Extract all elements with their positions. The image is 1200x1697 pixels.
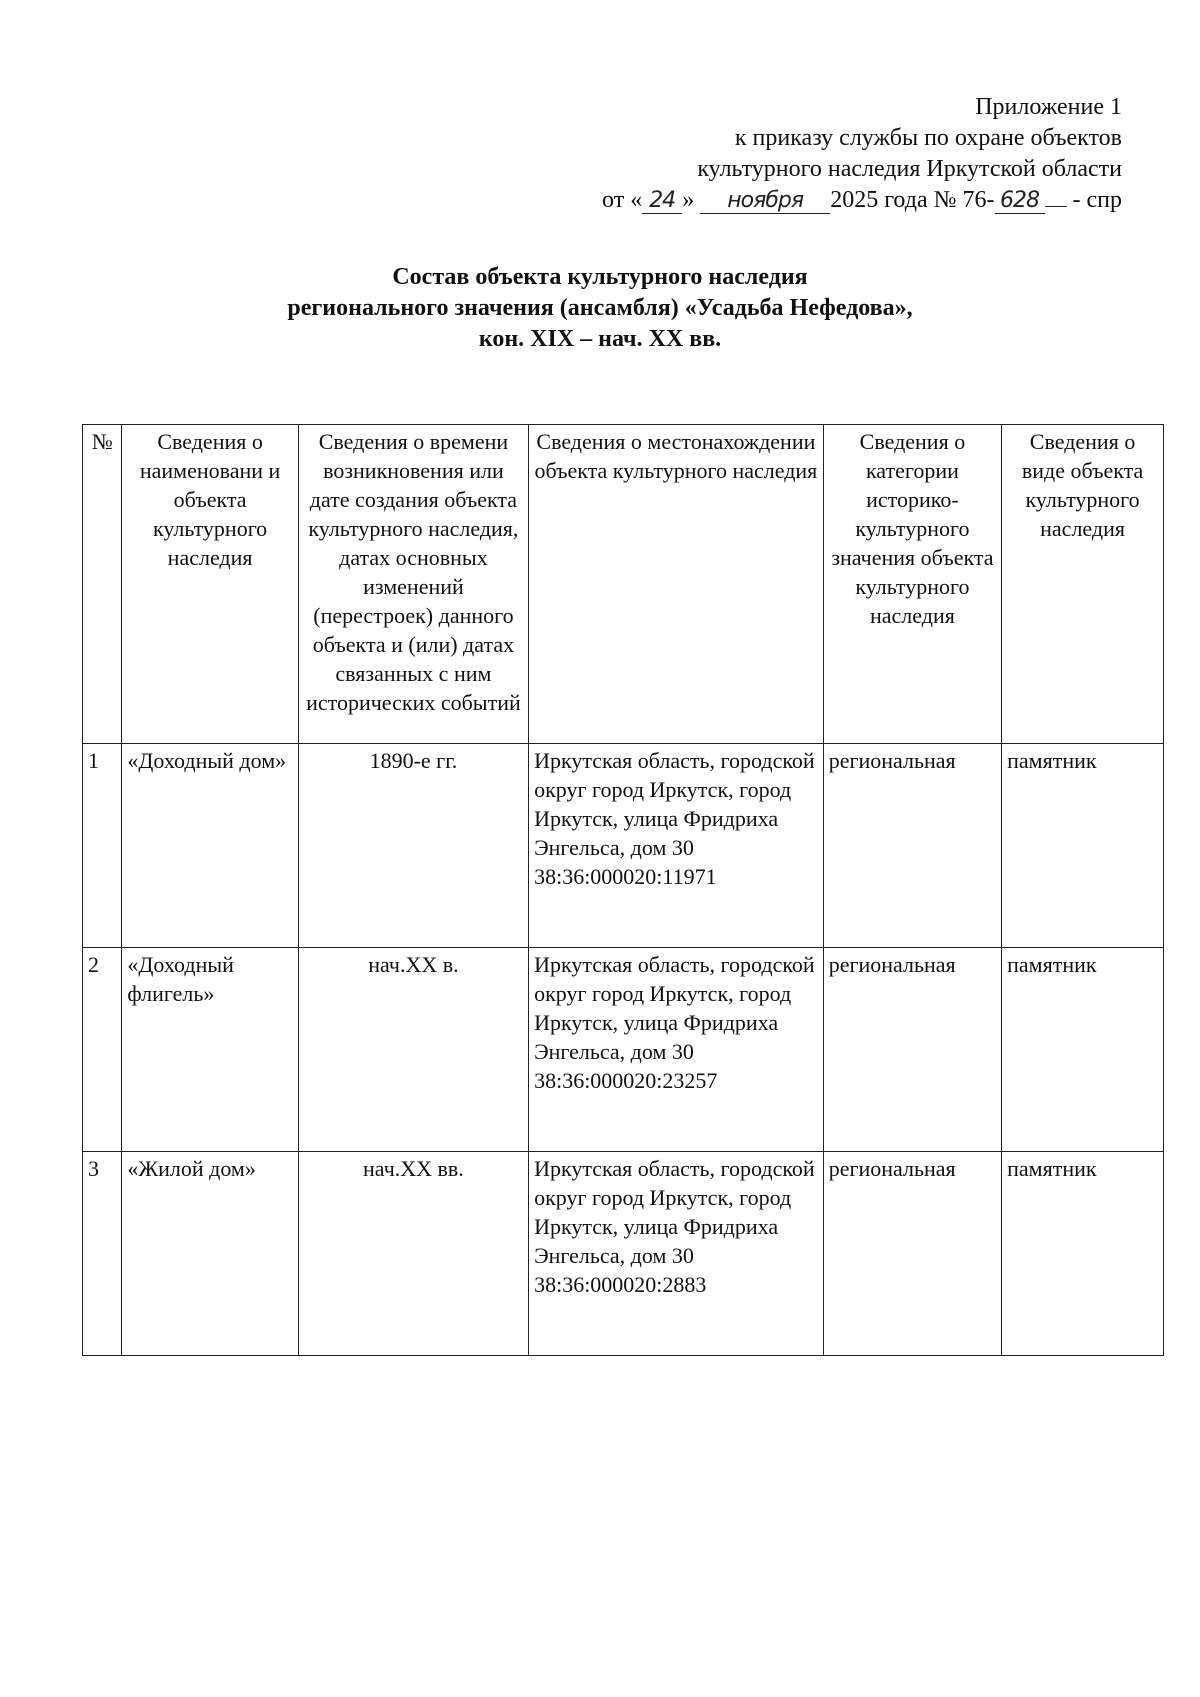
object-date: нач.XX в. [298, 948, 528, 1152]
header-location: Сведения о местонахождении объекта культурного наследия [529, 425, 824, 744]
header-date: Сведения о времени возникновения или дате создания объекта культурного наследия, датах основных изменений (перестроек) данного объекта и (или) датах связанных с ним исторических событий [298, 425, 528, 744]
header-name: Сведения о наименовани и объекта культурного наследия [122, 425, 298, 744]
object-name: «Доходный дом» [122, 744, 298, 948]
document-title [0, 262, 1200, 355]
composition-table [82, 424, 1164, 1356]
object-location [529, 1152, 824, 1356]
cadastral-number: 38:36:000020:11971 [534, 864, 717, 889]
appendix-block [602, 92, 1122, 216]
title-line-1: Состав объекта культурного наследия [392, 264, 808, 290]
object-location [529, 948, 824, 1152]
row-number: 1 [83, 744, 122, 948]
table-row [83, 1152, 1164, 1356]
object-date: 1890-е гг. [298, 744, 528, 948]
object-kind: памятник [1002, 948, 1164, 1152]
handwritten-month: ноября [700, 189, 830, 214]
object-date: нач.XX вв. [298, 1152, 528, 1356]
title-line-3: кон. XIX – нач. XX вв. [478, 326, 722, 352]
appendix-title: Приложение 1 [975, 94, 1122, 120]
location-address: Иркутская область, городской округ город Иркутск, город Иркутск, улица Фридриха Энгельса, дом 30 [534, 748, 815, 860]
table-header-row [83, 425, 1164, 744]
object-location [529, 744, 824, 948]
object-category: региональная [823, 1152, 1001, 1356]
cadastral-number: 38:36:000020:2883 [534, 1272, 707, 1297]
appendix-order-line: к приказу службы по охране объектов [734, 125, 1122, 151]
table-row [83, 948, 1164, 1152]
handwritten-order-number: 628 [995, 189, 1045, 214]
header-category: Сведения о категории историко-культурного значения объекта культурного наследия [823, 425, 1001, 744]
object-category: региональная [823, 744, 1001, 948]
appendix-authority-line: культурного наследия Иркутской области [697, 156, 1122, 182]
date-mid: » [682, 187, 695, 213]
header-num: № [83, 425, 122, 744]
row-number: 2 [83, 948, 122, 1152]
object-kind: памятник [1002, 744, 1164, 948]
object-kind: памятник [1002, 1152, 1164, 1356]
title-line-2: регионального значения (ансамбля) «Усадьба Нефедова», [287, 295, 913, 321]
table-row [83, 744, 1164, 948]
number-underline [1045, 186, 1067, 207]
object-name: «Жилой дом» [122, 1152, 298, 1356]
object-name: «Доходный флигель» [122, 948, 298, 1152]
cadastral-number: 38:36:000020:23257 [534, 1068, 718, 1093]
object-category: региональная [823, 948, 1001, 1152]
year-text: 2025 года № 76- [830, 187, 995, 213]
location-address: Иркутская область, городской округ город Иркутск, город Иркутск, улица Фридриха Энгельса, дом 30 [534, 1156, 815, 1268]
header-kind: Сведения о виде объекта культурного наследия [1002, 425, 1164, 744]
location-address: Иркутская область, городской округ город Иркутск, город Иркутск, улица Фридриха Энгельса, дом 30 [534, 952, 815, 1064]
order-suffix: - спр [1066, 187, 1122, 213]
handwritten-day: 24 [642, 189, 682, 214]
order-date-line [602, 185, 1122, 216]
date-prefix: от « [602, 187, 643, 213]
row-number: 3 [83, 1152, 122, 1356]
